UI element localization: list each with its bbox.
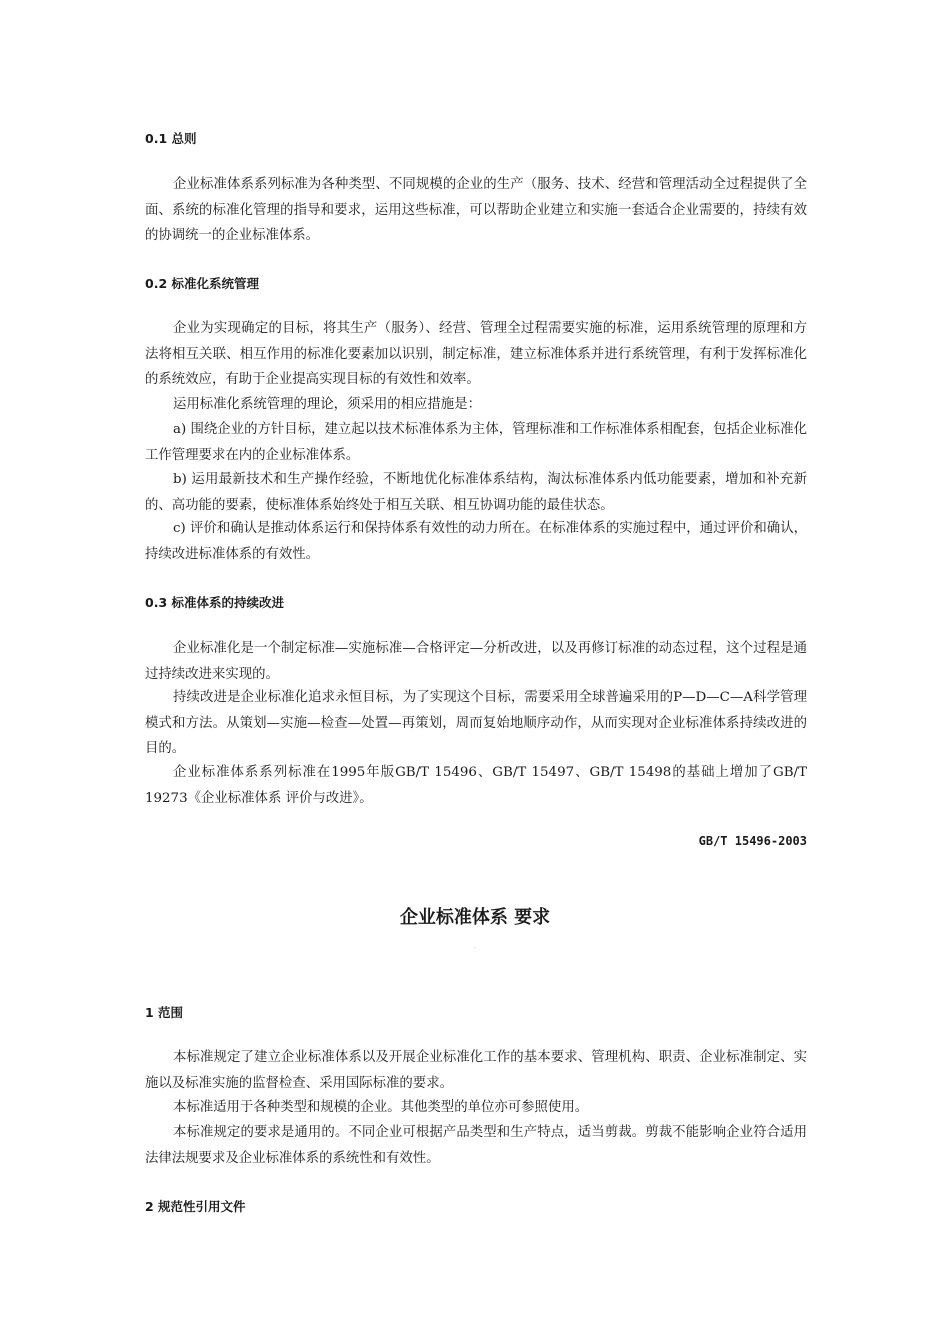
standard-code: GB/T 15496-2003 [698, 834, 807, 848]
section-0-2-heading: 0.2 标准化系统管理 [145, 276, 259, 291]
section-1-paragraph-1: 本标准规定了建立企业标准体系以及开展企业标准化工作的基本要求、管理机构、职责、企业标准制定、实施以及标准实施的监督检查、采用国际标准的要求。 [145, 1050, 807, 1091]
section-0-1-heading: 0.1 总则 [145, 131, 197, 146]
section-0-3-paragraph-3: 企业标准体系系列标准在1995年版GB/T 15496、GB/T 15497、GB/T 15498的基础上增加了GB/T 19273《企业标准体系 评价与改进》。 [145, 765, 807, 806]
section-0-3-heading: 0.3 标准体系的持续改进 [145, 595, 284, 610]
section-0-3-paragraph-2: 持续改进是企业标准化追求永恒目标，为了实现这个目标，需要采用全球普遍采用的P—D—C—A科学管理模式和方法。从策划—实施—检查—处置—再策划，周而复始地顺序动作，从而实现对企业标准体系持续改进的目的。 [145, 690, 807, 756]
document-title: 企业标准体系 要求 [399, 907, 551, 928]
section-0-2-paragraph-2: 运用标准化系统管理的理论，须采用的相应措施是： [173, 397, 481, 412]
section-0-2-paragraph-1: 企业为实现确定的目标，将其生产（服务）、经营、管理全过程需要实施的标准，运用系统管理的原理和方法将相互关联、相互作用的标准化要素加以识别，制定标准，建立标准体系并进行系统管理，有利于发挥标准化的系统效应，有助于企业提高实现目标的有效性和效率。 [145, 321, 807, 387]
section-1-heading: 1 范围 [145, 1005, 184, 1020]
decorative-dot: · [474, 945, 476, 952]
section-0-1-paragraph: 企业标准体系系列标准为各种类型、不同规模的企业的生产（服务、技术、经营和管理活动全过程提供了全面、系统的标准化管理的指导和要求，运用这些标准，可以帮助企业建立和实施一套适合企业需要的，持续有效的协调统一的企业标准体系。 [145, 177, 807, 243]
section-0-2-item-c: c) 评价和确认是推动体系运行和保持体系有效性的动力所在。在标准体系的实施过程中，通过评价和确认，持续改进标准体系的有效性。 [145, 521, 807, 562]
section-0-3-paragraph-1: 企业标准化是一个制定标准—实施标准—合格评定—分析改进，以及再修订标准的动态过程，这个过程是通过持续改进来实现的。 [145, 641, 807, 682]
section-1-paragraph-2: 本标准适用于各种类型和规模的企业。其他类型的单位亦可参照使用。 [173, 1100, 589, 1115]
section-1-paragraph-3: 本标准规定的要求是通用的。不同企业可根据产品类型和生产特点，适当剪裁。剪裁不能影响企业符合适用法律法规要求及企业标准体系的系统性和有效性。 [145, 1125, 807, 1166]
section-0-2-item-b: b) 运用最新技术和生产操作经验，不断地优化标准体系结构，淘汰标准体系内低功能要素，增加和补充新的、高功能的要素，使标准体系始终处于相互关联、相互协调功能的最佳状态。 [145, 472, 807, 513]
section-0-2-item-a: a) 围绕企业的方针目标，建立起以技术标准体系为主体，管理标准和工作标准体系相配套，包括企业标准化工作管理要求在内的企业标准体系。 [145, 422, 807, 463]
section-2-heading: 2 规范性引用文件 [145, 1199, 246, 1214]
